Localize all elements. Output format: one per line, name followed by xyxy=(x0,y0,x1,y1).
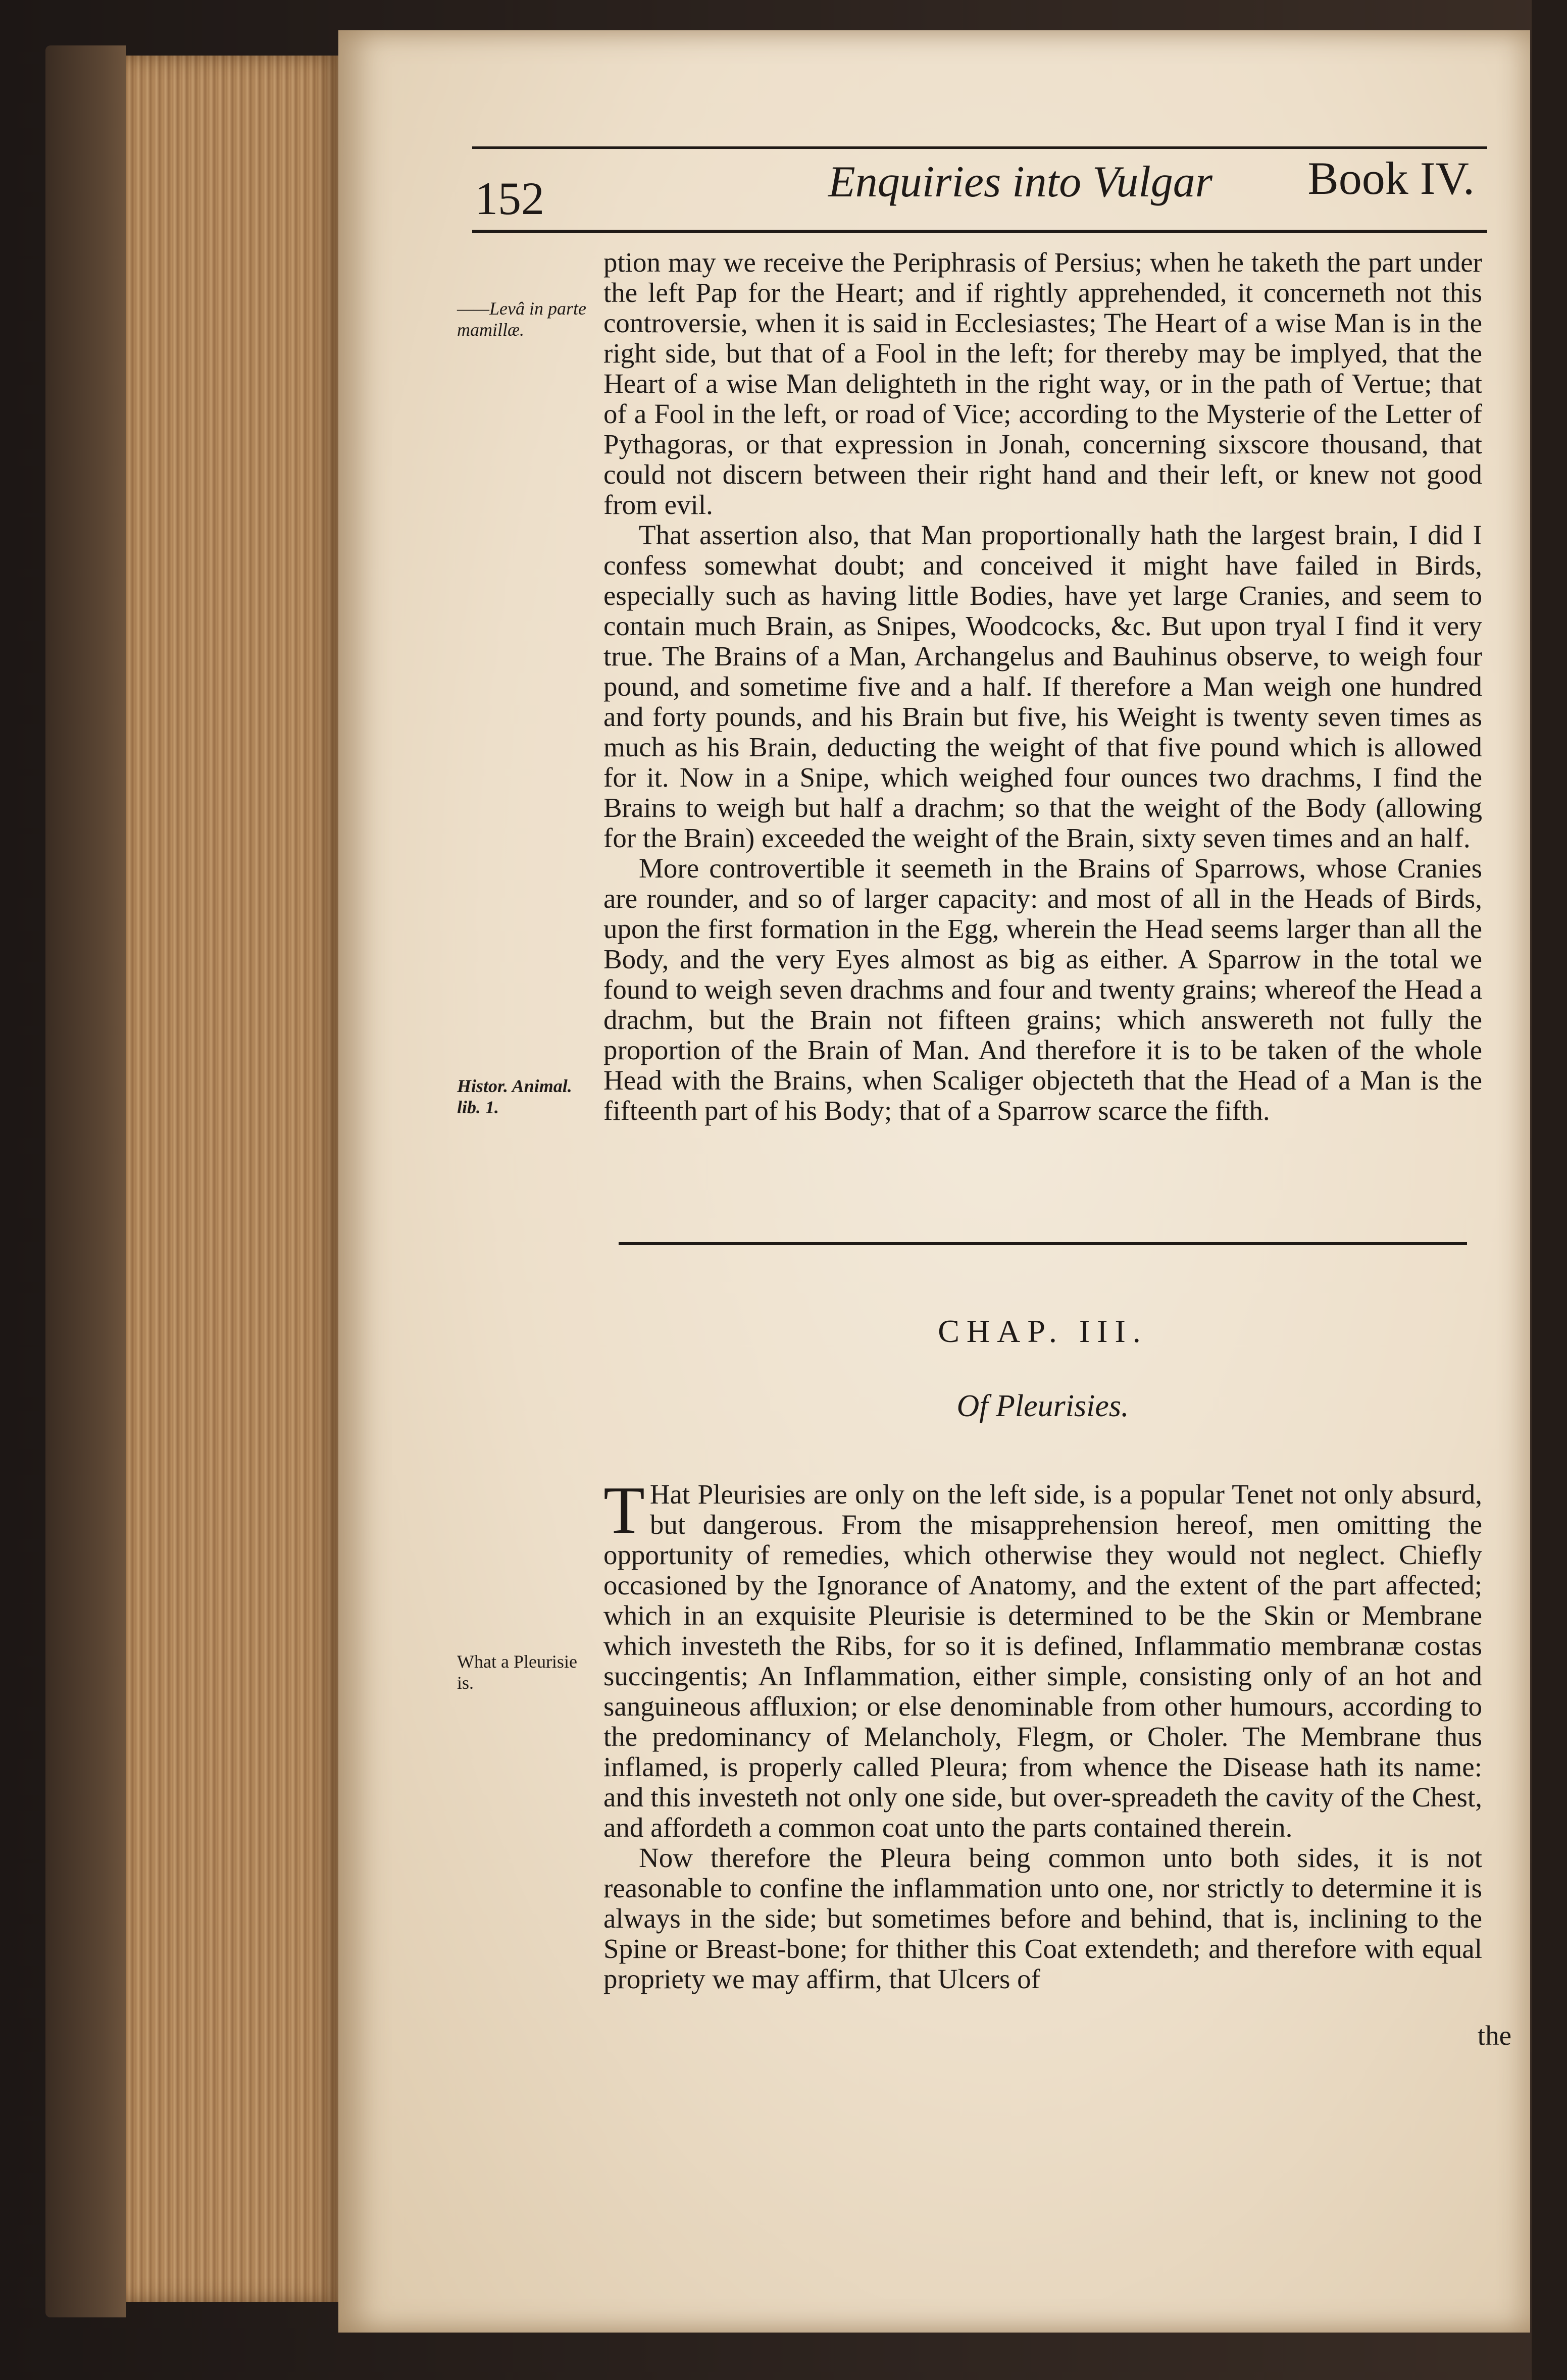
running-header xyxy=(475,151,1485,222)
section-one-text xyxy=(603,247,1482,1176)
paragraph: ption may we receive the Periphrasis of Persius; when he taketh the part under the left Pap for the Heart; and if rightly apprehended, it concerneth not this controversie, when it is said in Ecclesiastes; The Heart of a wise Man is in the right side, but that of a Fool in the left; for thereby may be implyed, that the Heart of a wise Man delighteth in the right way, or in the path of Vertue; that of a Fool in the left, or road of Vice; according to the Mysterie of the Letter of Pythagoras, or that expression in Jonah, concerning sixscore thousand, that could not discern between their right hand and their left, or knew not good from evil. xyxy=(603,247,1482,520)
running-title: Enquiries into Vulgar xyxy=(828,158,1213,206)
section-two-text xyxy=(603,1473,1482,2014)
book-label: Book IV. xyxy=(1307,152,1475,204)
paragraph xyxy=(603,1473,1482,1843)
margin-note: What a Pleurisie is. xyxy=(457,1651,577,1693)
scan-right-border xyxy=(1532,0,1567,2380)
book-cover-edge xyxy=(45,45,126,2317)
catchword: the xyxy=(1477,2020,1511,2051)
paragraph: That assertion also, that Man proportionally hath the largest brain, I did I confess somewhat doubt; and conceived it might have failed in Birds, especially such as having little Bodies, have yet large Cranies, and seem to contain much Brain, as Snipes, Woodcocks, &c. But upon tryal I find it very true. The Brains of a Man, Archangelus and Bauhinus observe, to weigh four pound, and sometime five and a half. If therefore a Man weigh one hundred and forty pounds, and his Brain but five, his Weight is twenty seven times as much as his Brain, deducting the weight of that five pound which is allowed for it. Now in a Snipe, which weighed four ounces two drachms, I find the Brains to weigh but half a drachm; so that the weight of the Body (allowing for the Brain) exceeded the weight of the Brain, sixty seven times and an half. xyxy=(603,520,1482,853)
chapter-title: Of Pleurisies. xyxy=(956,1389,1129,1423)
paragraph: More controvertible it seemeth in the Brains of Sparrows, whose Cranies are rounder, and so of larger capacity: and most of all in the Heads of Birds, upon the first formation in the Egg, wherein the Head seems larger than all the Body, and the very Eyes almost as big as either. A Sparrow in the total we found to weigh seven drachms and four and twenty grains; whereof the Head a drachm, but the Brain not fifteen grains; which answereth not fully the proportion of the Brain of Man. And therefore it is to be taken of the whole Head with the Brains, when Scaliger objecteth that the Head of a Man is the fifteenth part of his Body; that of a Sparrow scarce the fifth. xyxy=(603,853,1482,1126)
chapter-heading: CHAP. III. xyxy=(938,1313,1148,1349)
page-block-edges xyxy=(126,56,338,2302)
page-number: 152 xyxy=(475,173,544,224)
margin-note: Histor. Animal. lib. 1. xyxy=(457,1076,572,1117)
section-divider xyxy=(619,1242,1467,1245)
paragraph-body: Hat Pleurisies are only on the left side, is a popular Tenet not only absurd, but dangerous. From the misapprehension hereof, men omitting the opportunity of remedies, which otherwise they would not neglect. Chiefly occasioned by the Ignorance of Anatomy, and the extent of the part affected; which in an exquisite Pleurisie is determined to be the Skin or Membrane which investeth the Ribs, for so it is defined, Inflammatio membranæ costas succingentis; An Inflammation, either simple, consisting only of an hot and sanguineous affluxion; or else denominable from other humours, according to the predominancy of Melancholy, Flegm, or Choler. The Membrane thus inflamed, is properly called Pleura; from whence the Disease hath its name: and this investeth not only one side, but over-spreadeth the cavity of the Chest, and affordeth a common coat unto the parts contained therein. xyxy=(603,1479,1482,1843)
header-rule-top xyxy=(472,146,1487,149)
paragraph: Now therefore the Pleura being common unto both sides, it is not reasonable to confine the inflammation unto one, nor strictly to determine it is always in the side; but sometimes before and behind, that is, inclining to the Spine or Breast-bone; for thither this Coat extendeth; and therefore with equal propriety we may affirm, that Ulcers of xyxy=(603,1842,1482,1994)
header-rule-bottom xyxy=(472,230,1487,233)
drop-cap: T xyxy=(603,1473,645,1547)
margin-note: ——Levâ in parte mamillæ. xyxy=(457,298,586,340)
